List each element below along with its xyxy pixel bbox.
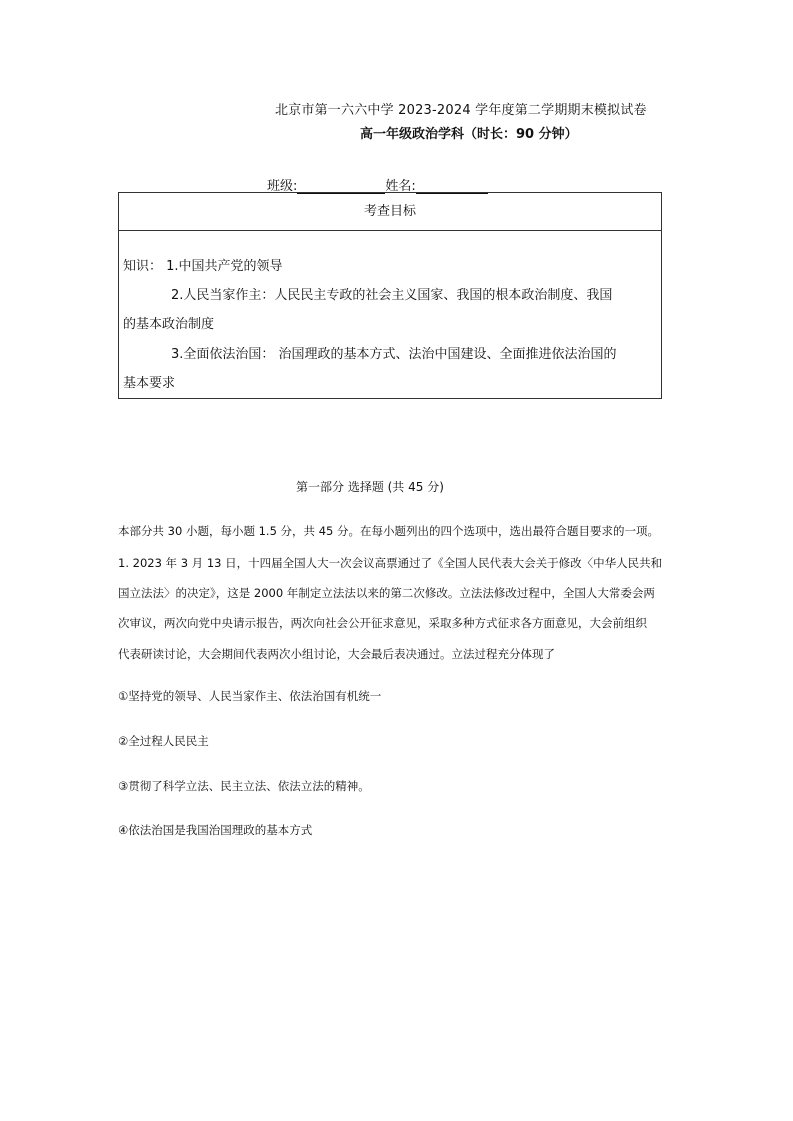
option-1: ①坚持党的领导、人民当家作主、依法治国有机统一: [118, 689, 382, 703]
objective-line: 知识： 1.中国共产党的领导: [123, 259, 283, 274]
class-label: 班级:: [267, 179, 298, 194]
question-line: 国立法法〉的决定》，这是 2000 年制定立法法以来的第二次修改。立法法修改过程中，全国人大常委会两: [118, 586, 655, 600]
exam-subtitle: 高一年级政治学科（时长：90 分钟）: [360, 127, 578, 142]
question-line: 次审议，两次向党中央请示报告，两次向社会公开征求意见，采取多种方式征求各方面意见，大会前组织: [118, 616, 647, 630]
objectives-heading: 考查目标: [119, 193, 661, 231]
option-3: ③贯彻了科学立法、民主立法、依法立法的精神。: [118, 779, 370, 793]
option-2: ②全过程人民民主: [118, 734, 209, 748]
question-line: 代表研读讨论，大会期间代表两次小组讨论，大会最后表决通过。立法过程充分体现了: [118, 647, 555, 661]
section-title: 第一部分 选择题 (共 45 分): [296, 480, 444, 494]
section-intro: 本部分共 30 小题，每小题 1.5 分，共 45 分。在每小题列出的四个选项中，选出最符合题目要求的一项。: [118, 524, 659, 538]
exam-title: 北京市第一六六中学 2023-2024 学年度第二学期期末模拟试卷: [275, 103, 647, 118]
objective-line: 基本要求: [123, 376, 176, 391]
option-4: ④依法治国是我国治国理政的基本方式: [118, 823, 313, 837]
objective-line: 2.人民当家作主：人民民主专政的社会主义国家、我国的根本政治制度、我国: [171, 288, 613, 303]
question-line: 1. 2023 年 3 月 13 日，十四届全国人大一次会议高票通过了《全国人民代表大会关于修改〈中华人民共和: [118, 556, 663, 570]
objective-line: 的基本政治制度: [123, 317, 215, 332]
objectives-box: [118, 192, 662, 399]
objective-line: 3.全面依法治国： 治国理政的基本方式、法治中国建设、全面推进依法治国的: [171, 347, 617, 362]
name-label: 姓名:: [385, 179, 416, 194]
